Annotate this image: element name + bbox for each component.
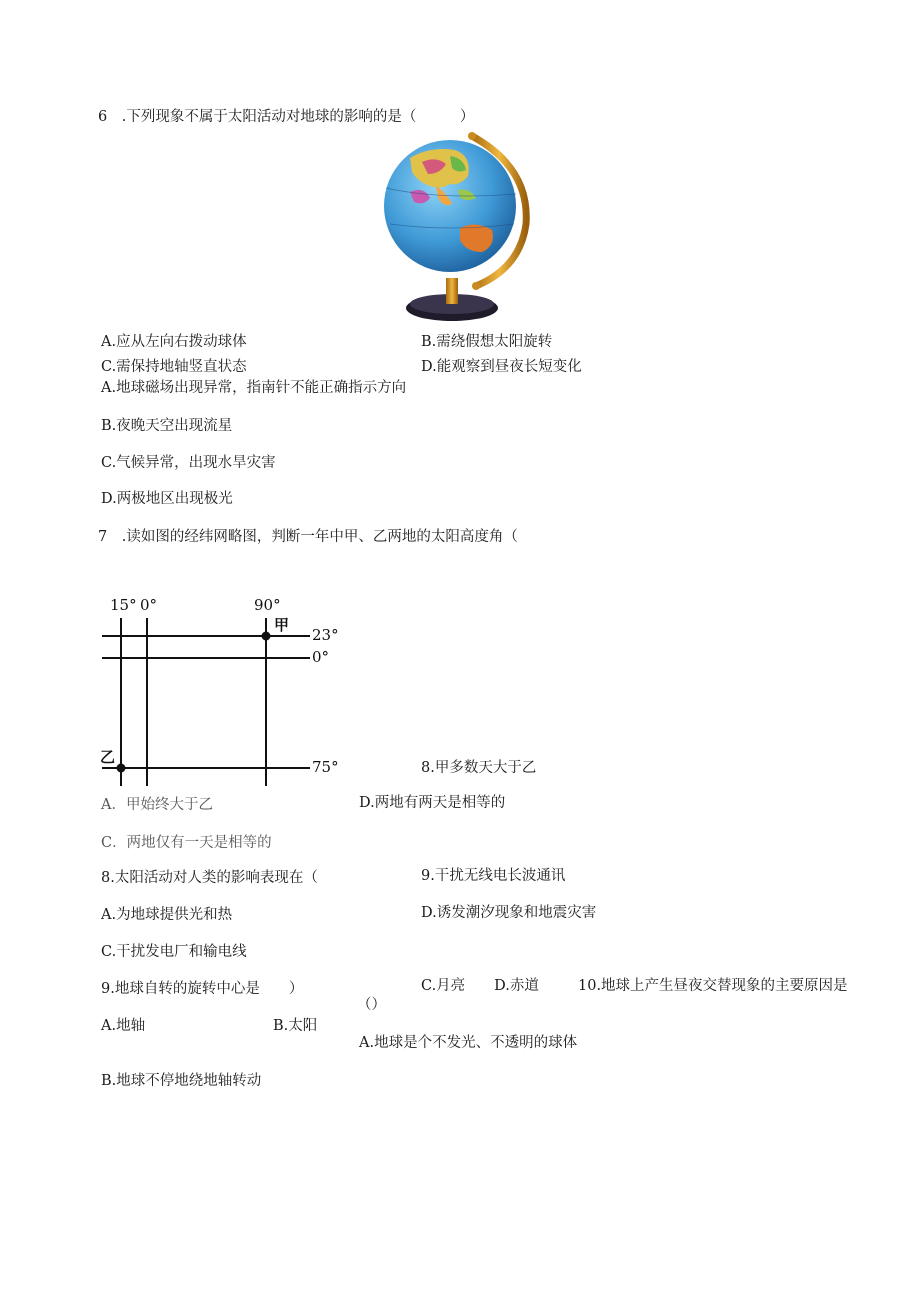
globe-image bbox=[380, 128, 540, 326]
q10-stem: 10.地球上产生昼夜交替现象的主要原因是 bbox=[578, 978, 848, 994]
q6-globe-option-a: A.应从左向右拨动球体 bbox=[101, 334, 247, 350]
point-jia-dot bbox=[262, 632, 271, 641]
q8-stem: 8.太阳活动对人类的影响表现在（ bbox=[101, 870, 318, 886]
point-jia-label: 甲 bbox=[274, 616, 290, 634]
q7-option-d: D.两地有两天是相等的 bbox=[359, 795, 506, 811]
q8-option-a: A.为地球提供光和热 bbox=[101, 907, 233, 923]
q6-option-b: B.夜晚天空出现流星 bbox=[101, 418, 233, 434]
q9-option-cd: C.月亮 D.赤道 bbox=[421, 978, 539, 994]
q7-option-c: C．两地仅有一天是相等的 bbox=[101, 835, 272, 851]
q7-stem: 7 .读如图的经纬网略图，判断一年中甲、乙两地的太阳高度角（ bbox=[98, 529, 518, 545]
lat-label-23: 23° bbox=[312, 626, 339, 644]
q8-option-c: C.干扰发电厂和输电线 bbox=[101, 944, 247, 960]
point-yi-label: 乙 bbox=[100, 748, 116, 766]
lat-label-0: 0° bbox=[312, 648, 330, 666]
lat-lon-grid-figure bbox=[96, 590, 346, 790]
q9-option-a: A.地轴 bbox=[101, 1018, 146, 1034]
lon-label-90: 90° bbox=[254, 596, 281, 614]
lon-label-15: 15° bbox=[110, 596, 137, 614]
q6-option-d: D.两极地区出现极光 bbox=[101, 491, 233, 507]
q6-stem: 6 .下列现象不属于太阳活动对地球的影响的是（ ） bbox=[98, 109, 475, 125]
q10-paren: （） bbox=[357, 997, 386, 1013]
q6-option-c: C.气候异常，出现水旱灾害 bbox=[101, 455, 276, 471]
lon-label-0: 0° bbox=[140, 596, 158, 614]
q6-option-a: A.地球磁场出现异常，指南针不能正确指示方向 bbox=[101, 380, 407, 396]
q8-option-d: D.诱发潮汐现象和地震灾害 bbox=[421, 905, 597, 921]
point-yi-dot bbox=[117, 764, 126, 773]
lat-label-75: 75° bbox=[312, 758, 339, 776]
q6-globe-option-b: B.需绕假想太阳旋转 bbox=[421, 334, 553, 350]
q6-globe-option-d: D.能观察到昼夜长短变化 bbox=[421, 359, 582, 375]
q10-option-b: B.地球不停地绕地轴转动 bbox=[101, 1073, 262, 1089]
q8-option-b: 9.干扰无线电长波通讯 bbox=[421, 868, 566, 884]
q6-globe-option-c: C.需保持地轴竖直状态 bbox=[101, 359, 247, 375]
q10-option-a: A.地球是个不发光、不透明的球体 bbox=[359, 1035, 578, 1051]
q7-option-a: A．甲始终大于乙 bbox=[101, 797, 213, 813]
globe-sphere bbox=[384, 140, 516, 272]
q9-option-b: B.太阳 bbox=[273, 1018, 318, 1034]
q7-option-b: 8.甲多数天大于乙 bbox=[421, 760, 537, 776]
q9-stem: 9.地球自转的旋转中心是 ） bbox=[101, 981, 304, 997]
